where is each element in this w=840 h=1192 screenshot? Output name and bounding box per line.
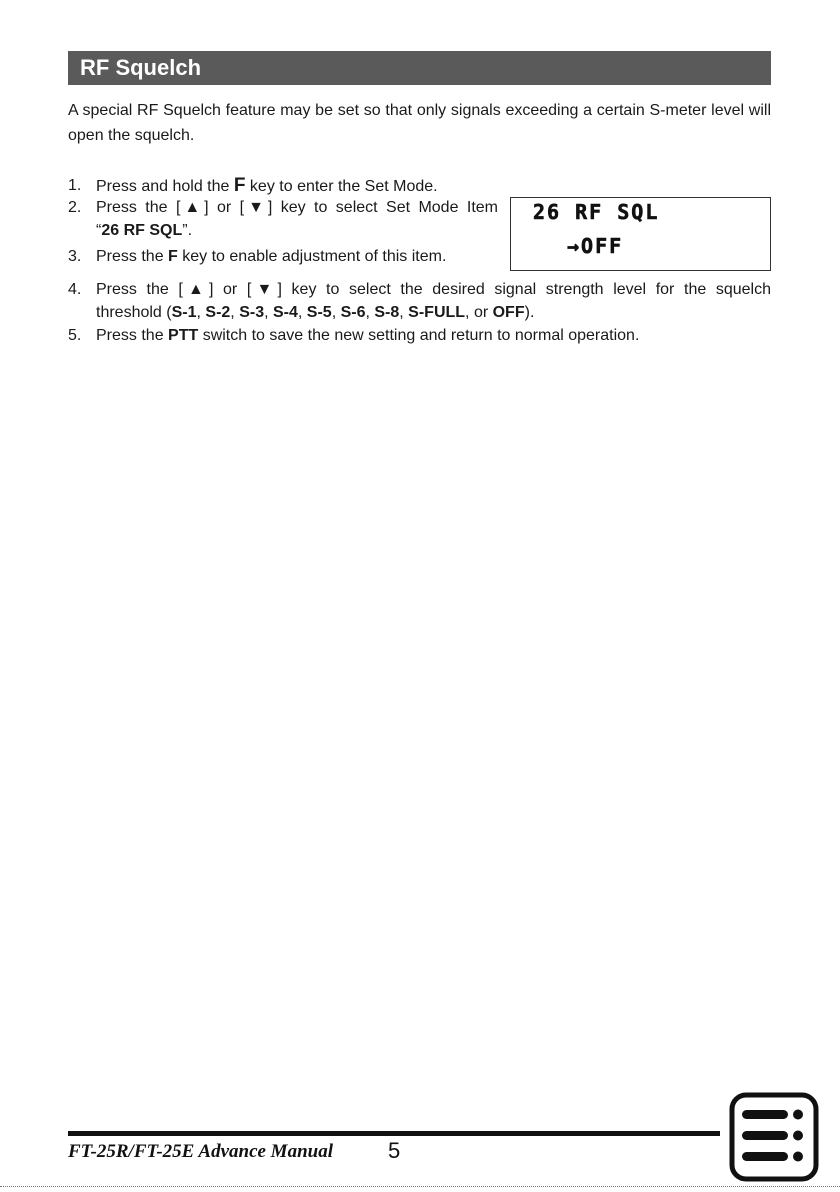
option: S-6	[340, 304, 366, 321]
menu-list-icon-svg	[729, 1092, 819, 1182]
section-title: RF Squelch	[80, 55, 202, 80]
page-number: 5	[388, 1138, 401, 1163]
step-number: 1.	[68, 177, 82, 194]
footer-rule	[68, 1131, 720, 1136]
step-number: 5.	[68, 327, 82, 344]
lcd-line-2: →OFF	[567, 234, 624, 258]
f-key: F	[233, 175, 246, 196]
step-number: 4.	[68, 281, 82, 298]
option: S-5	[306, 304, 332, 321]
step-text: Press the PTT switch to save the new setting and return to normal operation.	[96, 327, 640, 344]
set-mode-item: 26 RF SQL	[101, 222, 183, 239]
intro-paragraph: A special RF Squelch feature may be set so that only signals exceeding a certain S-meter level will open the squelch.	[68, 102, 771, 144]
lcd-display	[510, 197, 771, 271]
option: S-1	[171, 304, 197, 321]
step-text: Press the F key to enable adjustment of this item.	[96, 248, 447, 265]
crop-dotted-line	[0, 1186, 840, 1187]
option: S-FULL	[408, 304, 466, 321]
step-number: 2.	[68, 199, 82, 216]
ptt-key: PTT	[168, 327, 199, 344]
option: OFF	[492, 304, 525, 321]
step-text: Press the [▲] or [▼] key to select the desired signal strength level for the squelch threshold (S-1, S-2, S-3, S-4, S-5, S-6, S-8, S-FULL, or OFF).	[96, 281, 771, 321]
f-key: F	[168, 248, 178, 265]
menu-list-icon[interactable]	[729, 1092, 819, 1182]
option: S-4	[272, 304, 298, 321]
section-title-bar	[68, 51, 771, 85]
step-text: Press and hold the F key to enter the Set Mode.	[96, 175, 438, 196]
step-number: 3.	[68, 248, 82, 265]
lcd-line-1: 26 RF SQL	[533, 200, 660, 224]
option: S-3	[239, 304, 265, 321]
option: S-2	[205, 304, 231, 321]
footer-title: FT-25R/FT-25E Advance Manual	[68, 1141, 333, 1162]
option: S-8	[374, 304, 400, 321]
step-text: Press the [▲] or [▼] key to select Set Mode Item “26 RF SQL”.	[96, 199, 498, 239]
